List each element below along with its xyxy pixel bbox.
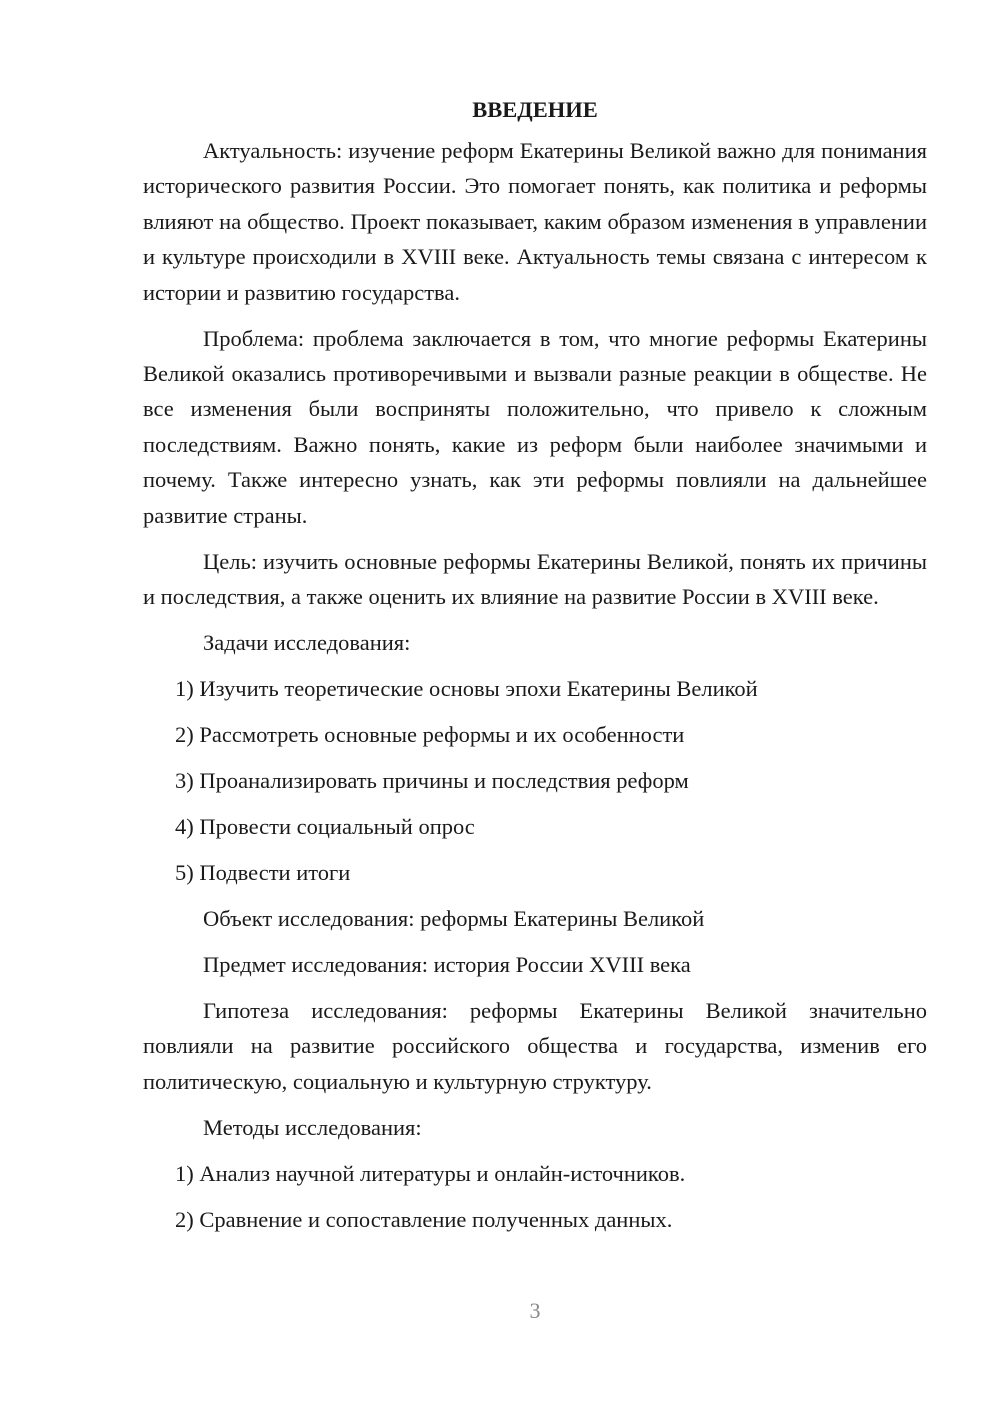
task-item: 3) Проанализировать причины и последствия реформ	[175, 768, 689, 794]
method-item: 1) Анализ научной литературы и онлайн-источников.	[175, 1160, 686, 1186]
subject-paragraph: Предмет исследования: история России XVIII века	[203, 952, 691, 978]
section-title: ВВЕДЕНИЕ	[472, 97, 598, 122]
relevance-paragraph: Актуальность: изучение реформ Екатерины Великой важно для понимания исторического развития России. Это помогает понять, как политика и реформы влияют на общество. Проект показывает, каким образом изменения в управлении и культуре происходили в XVIII веке. Актуальность темы связана с интересом к истории и развитию государства.	[143, 138, 927, 305]
tasks-heading: Задачи исследования:	[203, 630, 411, 656]
task-item: 4) Провести социальный опрос	[175, 814, 475, 840]
object-paragraph: Объект исследования: реформы Екатерины Великой	[203, 906, 705, 932]
methods-heading: Методы исследования:	[203, 1114, 422, 1140]
document-page	[143, 92, 927, 1248]
page-number: 3	[529, 1298, 541, 1323]
task-item: 1) Изучить теоретические основы эпохи Екатерины Великой	[175, 676, 758, 702]
task-item: 5) Подвести итоги	[175, 860, 351, 886]
hypothesis-paragraph: Гипотеза исследования: реформы Екатерины Великой значительно повлияли на развитие российского общества и государства, изменив его политическую, социальную и культурную структуру.	[143, 998, 927, 1094]
goal-paragraph: Цель: изучить основные реформы Екатерины Великой, понять их причины и последствия, а также оценить их влияние на развитие России в XVIII веке.	[143, 548, 927, 610]
method-item: 2) Сравнение и сопоставление полученных данных.	[175, 1206, 673, 1232]
task-item: 2) Рассмотреть основные реформы и их особенности	[175, 722, 685, 748]
methods-list	[143, 1156, 927, 1237]
tasks-list	[143, 671, 927, 890]
problem-paragraph: Проблема: проблема заключается в том, что многие реформы Екатерины Великой оказались противоречивыми и вызвали разные реакции в обществе. Не все изменения были восприняты положительно, что привело к сложным последствиям. Важно понять, какие из реформ были наиболее значимыми и почему. Также интересно узнать, как эти реформы повлияли на дальнейшее развитие страны.	[143, 325, 927, 528]
